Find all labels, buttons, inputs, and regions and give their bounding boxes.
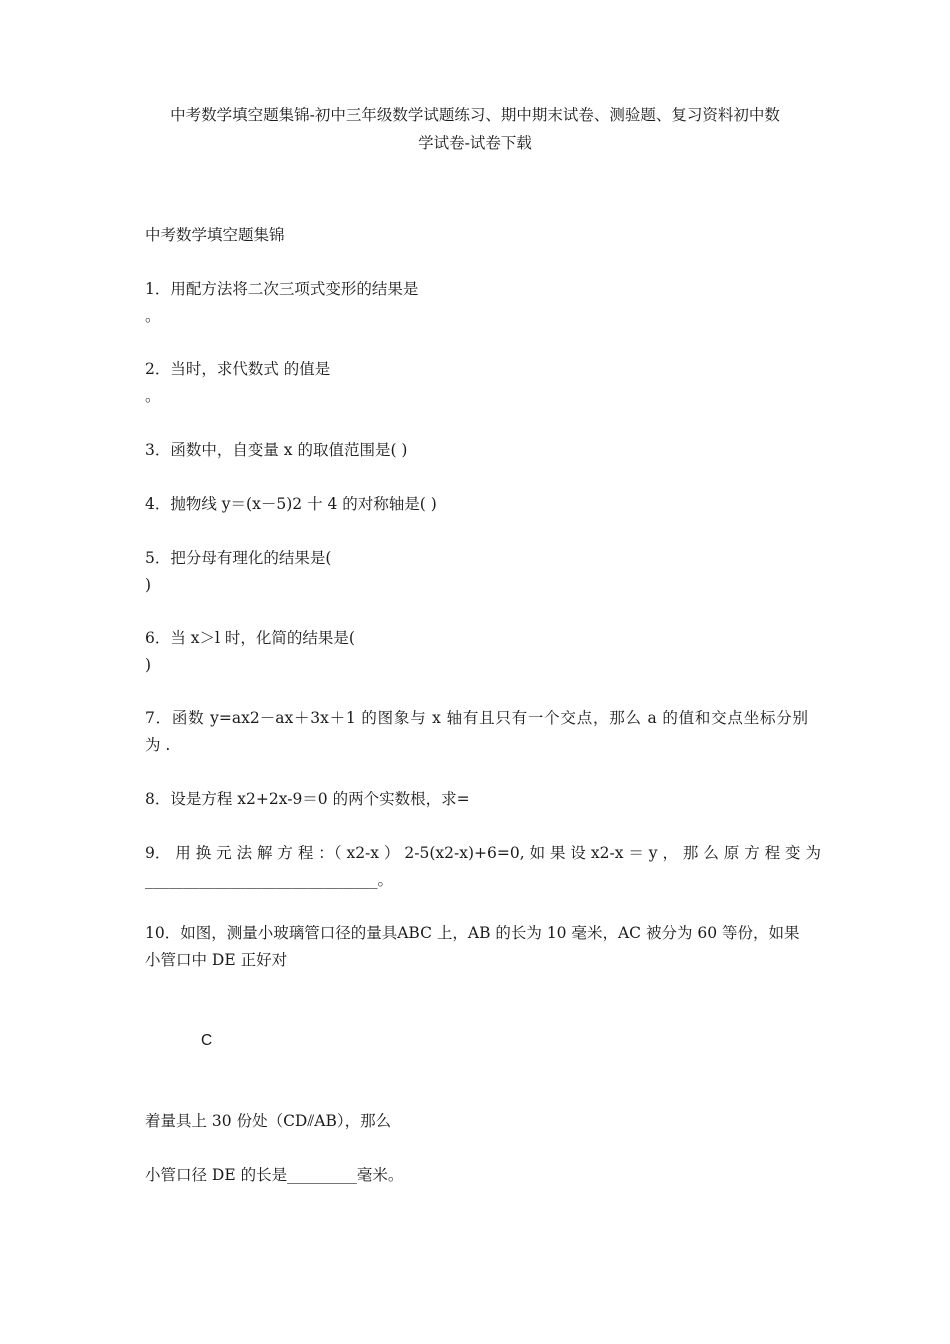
question-6: 6．当 x＞l 时，化简的结果是( (145, 629, 355, 647)
question-10-line-3: 着量具上 30 份处（CD⫽AB），那么 (145, 1112, 392, 1130)
question-9-line-2: ______________________________。 (145, 871, 394, 889)
figure-label-c: C (201, 1032, 213, 1049)
question-5: 5．把分母有理化的结果是( (145, 549, 332, 567)
question-3: 3．函数中，自变量 x 的取值范围是( ) (145, 441, 408, 459)
question-10-line-2: 小管口中 DE 正好对 (145, 951, 288, 969)
question-1: 1．用配方法将二次三项式变形的结果是 (145, 280, 419, 298)
question-2-end: 。 (145, 387, 161, 405)
question-8: 8．设是方程 x2+2x-9＝0 的两个实数根，求= (145, 790, 470, 808)
question-10-line-4: 小管口径 DE 的长是_________毫米。 (145, 1166, 404, 1184)
question-5-end: ) (145, 576, 152, 594)
title-line-2: 学试卷-试卷下载 (418, 134, 532, 152)
question-7-line-2: 为 . (145, 736, 171, 754)
question-4: 4．抛物线 y＝(x－5)2 十 4 的对称轴是( ) (145, 495, 437, 513)
question-1-end: 。 (145, 307, 161, 325)
document-title (140, 101, 810, 157)
question-7-line-1: 7．函数 y=ax2－ax＋3x＋1 的图象与 x 轴有且只有一个交点，那么 a 的值和交点坐标分别 (145, 709, 808, 727)
question-10-line-1: 10．如图，测量小玻璃管口径的量具ABC 上，AB 的长为 10 毫米，AC 被分为 60 等份，如果 (145, 924, 800, 942)
section-heading: 中考数学填空题集锦 (145, 226, 285, 244)
question-9-line-1: 9． 用 换 元 法 解 方 程 ：（ x2-x ） 2-5(x2-x)+6=0, 如 果 设 x2-x ＝ y ， 那 么 原 方 程 变 为 (145, 844, 821, 862)
question-6-end: ) (145, 656, 152, 674)
question-2: 2．当时，求代数式 的值是 (145, 360, 331, 378)
title-line-1: 中考数学填空题集锦-初中三年级数学试题练习、期中期末试卷、测验题、复习资料初中数 (170, 106, 780, 124)
